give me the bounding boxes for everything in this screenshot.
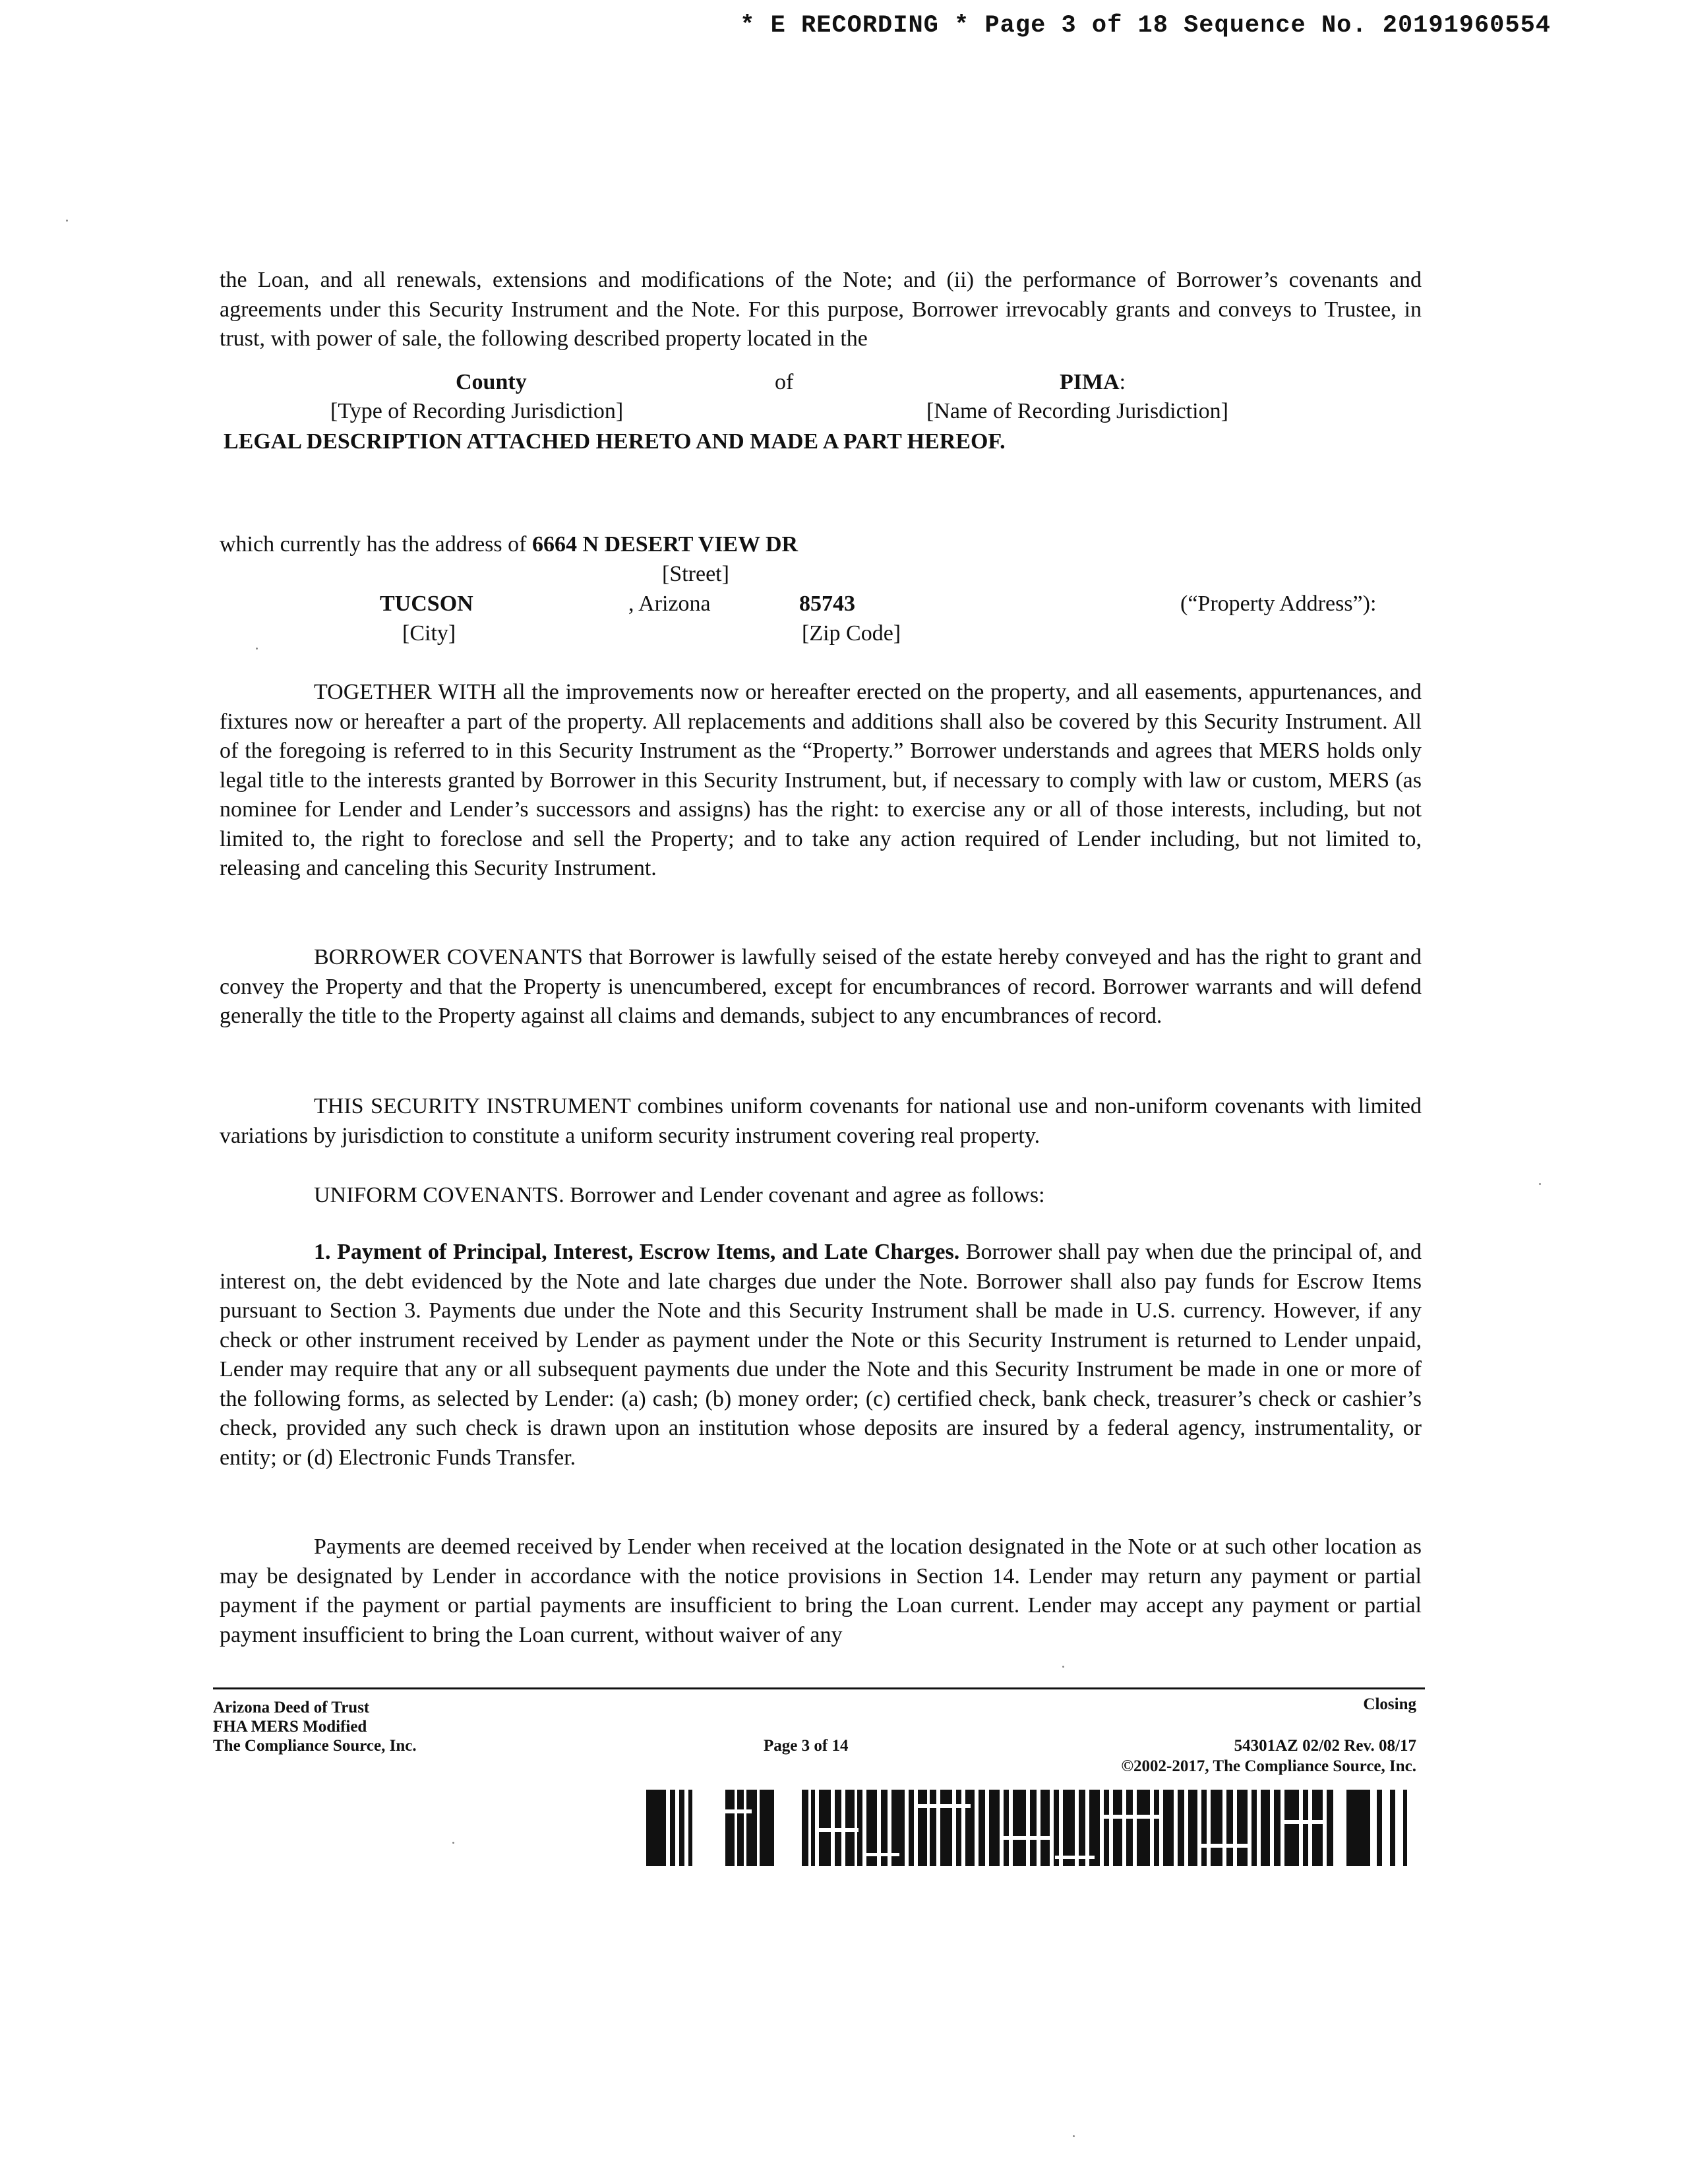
jurisdiction-type: County bbox=[456, 370, 527, 394]
property-address-label: (“Property Address”): bbox=[1180, 592, 1377, 616]
address-street: 6664 N DESERT VIEW DR bbox=[531, 532, 799, 557]
form-name-line-1: Arizona Deed of Trust bbox=[213, 1699, 370, 1716]
section-1-body: Borrower shall pay when due the principal of, and interest on, the debt evidenced by the Note and late charges due under the Note. Borrower shall also pay funds for Escrow Items pursuant to Section 3. Payments due under the Note and this Security Instrument shall be made in U.S. currency. However, if any check or other instrument received by Lender as payment under the Note or this Security Instrument is returned to Lender unpaid, Lender may require that any or all subsequent payments due under the Note and this Security Instrument be made in one or more of the following forms, as selected by Lender: (a) cash; (b) money order; (c) certified check, bank check, treasurer’s check or cashier’s check, provided any such check is drawn upon an institution whose deposits are insured by a federal agency, instrumentality, or entity; or (d) Electronic Funds Transfer. bbox=[220, 1240, 1422, 1470]
jurisdiction-name-value: PIMA bbox=[1060, 370, 1120, 394]
recording-header: * E RECORDING * Page 3 of 18 Sequence No. 20191960554 bbox=[740, 12, 1551, 40]
scan-speck bbox=[66, 220, 68, 222]
address-line bbox=[220, 531, 798, 558]
jurisdiction-type-caption: [Type of Recording Jurisdiction] bbox=[330, 399, 624, 423]
intro-paragraph: the Loan, and all renewals, extensions and modifications of the Note; and (ii) the performance of Borrower’s covenants and agreements under this Security Instrument and the Note. For this purpose, Borrower irrevocably grants and conveys to Trustee, in trust, with power of sale, the following described property located in the bbox=[220, 268, 1422, 351]
jurisdiction-name-suffix: : bbox=[1119, 370, 1126, 394]
borrower-covenants-paragraph: BORROWER COVENANTS that Borrower is lawfully seised of the estate hereby conveyed and has the right to grant and convey the Property and that the Property is unencumbered, except for encumbrances of record. Borrower warrants and will defend generally the title to the Property against all claims and demands, subject to any encumbrances of record. bbox=[220, 945, 1422, 1028]
uniform-covenants-line: UNIFORM COVENANTS. Borrower and Lender covenant and agree as follows: bbox=[314, 1183, 1045, 1207]
footer-rule bbox=[213, 1687, 1425, 1689]
form-name-line-2: FHA MERS Modified bbox=[213, 1718, 367, 1736]
together-with-paragraph: TOGETHER WITH all the improvements now or hereafter erected on the property, and all easements, appurtenances, and fixtures now or hereafter a part of the property. All replacements and additions shall also be covered by this Security Instrument. All of the foregoing is referred to in this Security Instrument as the “Property.” Borrower understands and agrees that MERS holds only legal title to the interests granted by Borrower in this Security Instrument, but, if necessary to comply with law or custom, MERS (as nominee for Lender and Lender’s successors and assigns) has the right: to exercise any or all of those interests, including, but not limited to, the right to foreclose and sell the Property; and to take any action required of Lender including, but not limited to, releasing and canceling this Security Instrument. bbox=[220, 680, 1422, 880]
jurisdiction-of: of bbox=[775, 370, 794, 394]
address-state: , Arizona bbox=[628, 592, 711, 616]
address-city: TUCSON bbox=[380, 592, 473, 616]
zip-caption: [Zip Code] bbox=[802, 621, 901, 646]
scan-speck bbox=[452, 1842, 454, 1844]
form-number: 54301AZ 02/02 Rev. 08/17 bbox=[1234, 1737, 1416, 1755]
form-status: Closing bbox=[1363, 1695, 1416, 1713]
jurisdiction-name bbox=[1060, 369, 1126, 396]
copyright: ©2002-2017, The Compliance Source, Inc. bbox=[1121, 1757, 1416, 1775]
form-name-line-3: The Compliance Source, Inc. bbox=[213, 1737, 417, 1755]
street-caption: [Street] bbox=[662, 562, 729, 586]
barcode bbox=[646, 1790, 1418, 1866]
address-lead: which currently has the address of bbox=[220, 532, 527, 557]
scan-speck bbox=[1073, 2135, 1075, 2137]
scan-speck bbox=[1062, 1666, 1064, 1668]
scan-speck bbox=[1539, 1183, 1541, 1185]
section-1-paragraph bbox=[220, 1238, 1422, 1472]
city-caption: [City] bbox=[402, 621, 456, 646]
payments-received-paragraph: Payments are deemed received by Lender when received at the location designated in the Note or at such other location as may be designated by Lender in accordance with the notice provisions in Section 14. Lender may return any payment or partial payment if the payment or partial payments are insufficient to bring the Loan current. Lender may accept any payment or partial payment insufficient to bring the Loan current, without waiver of any bbox=[220, 1534, 1422, 1647]
scan-speck bbox=[256, 648, 258, 650]
security-instrument-paragraph: THIS SECURITY INSTRUMENT combines uniform covenants for national use and non-uniform covenants with limited variations by jurisdiction to constitute a uniform security instrument covering real property. bbox=[220, 1094, 1422, 1148]
address-zip: 85743 bbox=[799, 592, 855, 616]
legal-description: LEGAL DESCRIPTION ATTACHED HERETO AND MADE A PART HEREOF. bbox=[224, 429, 1006, 454]
section-1-heading: 1. Payment of Principal, Interest, Escrow Items, and Late Charges. bbox=[314, 1240, 960, 1264]
jurisdiction-name-caption: [Name of Recording Jurisdiction] bbox=[926, 399, 1228, 423]
page-number: Page 3 of 14 bbox=[764, 1737, 849, 1755]
